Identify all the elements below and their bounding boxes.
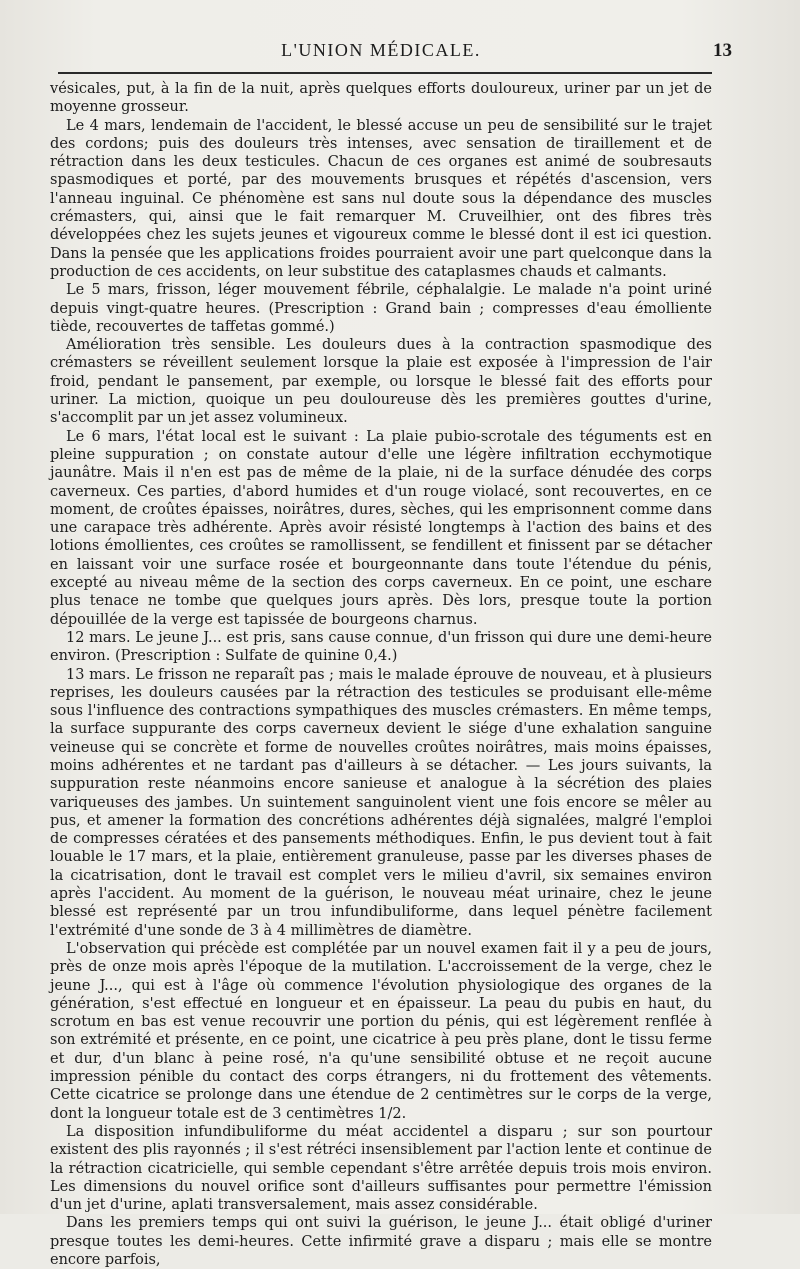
header-rule [58,72,712,74]
paragraph-6-mars: Le 6 mars, l'état local est le suivant : La plaie pubio-scrotale des téguments est en pleine suppuration ; on constate autour d'elle une légère infiltration ecchymotique jaunâtre. Mais il n'en est pas de même de la plaie, ni de la surface dénudée des corps caverneux. Ces parties, d'abord humides et d'un rouge violacé, sont recouvertes, en ce moment, de croûtes épaisses, noirâtres, dures, sèches, qui les emprisonnent comme dans une carapace très adhérente. Après avoir résisté longtemps à l'action des bains et des lotions émollientes, ces croûtes se ramollissent, se fendillent et finissent par se détacher en laissant voir une surface rosée et bourgeonnante dans toute l'étendue du pénis, excepté au niveau même de la section des corps caverneux. En ce point, une eschare plus tenace ne tombe que quelques jours après. Dès lors, presque toute la portion dépouillée de la verge est tapissée de bourgeons charnus. [50,428,712,628]
body-text [50,66,712,1269]
paragraph-observation: L'observation qui précède est complétée par un nouvel examen fait il y a peu de jours, près de onze mois après l'époque de la mutilation. L'accroissement de la verge, chez le jeune J..., qui est à l'âge où commence l'évolution physiologique des organes de la génération, s'est effectué en longueur et en épaisseur. La peau du pubis en haut, du scrotum en bas est venue recouvrir une portion du pénis, qui est légèrement renflée à son extrémité et présente, en ce point, une cicatrice à peu près plane, dont le tissu ferme et dur, d'un blanc à peine rosé, n'a qu'une sensibilité obtuse et ne reçoit aucune impression pénible du contact des corps étrangers, ni du frottement des vêtements. Cette cicatrice se prolonge dans une étendue de 2 centimètres sur le corps de la verge, dont la longueur totale est de 3 centimètres 1/2. [50,940,712,1122]
page-number: 13 [713,40,732,61]
running-header [50,0,732,66]
paragraph-continued: vésicales, put, à la fin de la nuit, après quelques efforts douloureux, uriner par un jet de moyenne grosseur. [50,81,712,116]
paragraph-12-mars: 12 mars. Le jeune J... est pris, sans cause connue, d'un frisson qui dure une demi-heure environ. (Prescription : Sulfate de quinine 0,4.) [50,629,712,665]
paragraph-premiers-temps: Dans les premiers temps qui ont suivi la guérison, le jeune J... était obligé d'uriner presque toutes les demi-heures. Cette infirmité grave a disparu ; mais elle se montre encore parfois, [50,1215,712,1268]
paragraph-5-mars: Le 5 mars, frisson, léger mouvement fébrile, céphalalgie. Le malade n'a point uriné depuis vingt-quatre heures. (Prescription : Grand bain ; compresses d'eau émolliente tiède, recouvertes de taffetas gommé.) [50,282,712,335]
paragraph-13-mars: 13 mars. Le frisson ne reparaît pas ; mais le malade éprouve de nouveau, et à plusieurs reprises, les douleurs causées par la rétraction des testicules se produisant elle-même sous l'influence des contractions sympathiques des muscles crémasters. En même temps, la surface suppurante des corps caverneux devient le siége d'une exhalation sanguine veineuse qui se concrète et forme de nouvelles croûtes noirâtres, mais moins épaisses, moins adhérentes et ne tardant pas d'ailleurs à se détacher. — Les jours suivants, la suppuration reste néanmoins encore sanieuse et analogue à la sécrétion des plaies variqueuses des jambes. Un suintement sanguinolent vient une fois encore se mêler au pus, et amener la formation des concrétions adhérentes déjà signalées, malgré l'emploi de compresses cératées et des pansements méthodiques. Enfin, le pus devient tout à fait louable le 17 mars, et la plaie, entièrement granuleuse, passe par les diverses phases de la cicatrisation, dont le travail est complet vers le milieu d'avril, six semaines environ après l'accident. Au moment de la guérison, le nouveau méat urinaire, chez le jeune blessé est représenté par un trou infundibuliforme, dans lequel pénètre facilement l'extrémité d'une sonde de 3 à 4 millimètres de diamètre. [50,666,712,939]
paragraph-amelioration: Amélioration très sensible. Les douleurs dues à la contraction spasmodique des crémasters se réveillent seulement lorsque la plaie est exposée à l'impression de l'air froid, pendant le pansement, par exemple, ou lorsque le blessé fait des efforts pour uriner. La miction, quoique un peu douloureuse dès les premières gouttes d'urine, s'accomplit par un jet assez volumineux. [50,337,712,427]
paragraph-disposition: La disposition infundibuliforme du méat accidentel a disparu ; sur son pourtour existent des plis rayonnés ; il s'est rétréci insensiblement par l'action lente et continue de la rétraction cicatricielle, qui semble cependant s'être arrêtée depuis trois mois environ. Les dimensions du nouvel orifice sont d'ailleurs suffisantes pour permettre l'émission d'un jet d'urine, aplati transversalement, mais assez considérable. [50,1123,712,1214]
paragraph-4-mars: Le 4 mars, lendemain de l'accident, le blessé accuse un peu de sensibilité sur le trajet des cordons; puis des douleurs très intenses, avec sensation de tiraillement et de rétraction dans les deux testicules. Chacun de ces organes est animé de soubresauts spasmodiques et porté, par des mouvements brusques et répétés d'ascension, vers l'anneau inguinal. Ce phénomène est sans nul doute sous la dépendance des muscles crémasters, qui, ainsi que le fait remarquer M. Cruveilhier, ont des fibres très développées chez les sujets jeunes et vigoureux comme le blessé dont il est ici question. Dans la pensée que les applications froides pourraient avoir une part quelconque dans la production de ces accidents, on leur substitue des cataplasmes chauds et calmants. [50,117,712,280]
journal-title: L'UNION MÉDICALE. [281,40,481,60]
